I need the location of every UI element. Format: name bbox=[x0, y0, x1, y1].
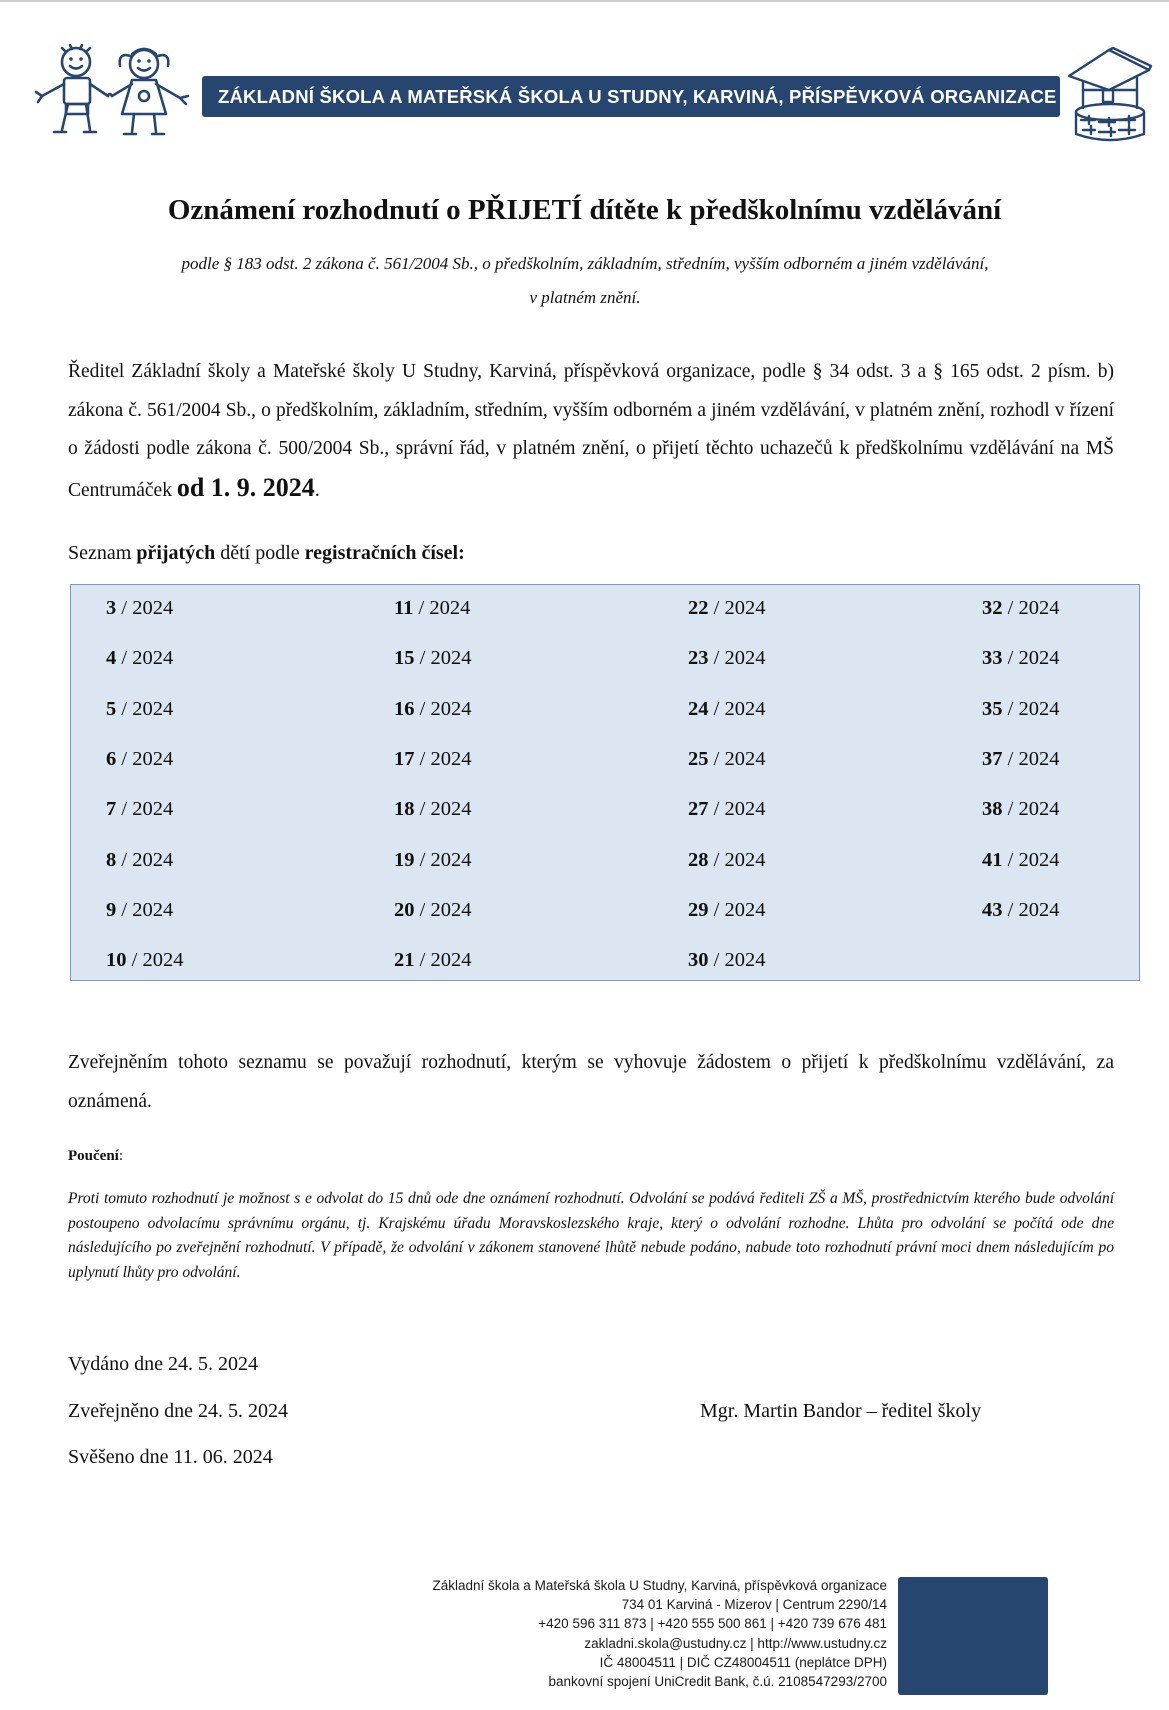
instruction-label-colon: : bbox=[118, 1148, 124, 1164]
registration-number bbox=[982, 798, 1059, 821]
registration-year: / 2024 bbox=[1002, 848, 1060, 871]
registration-number bbox=[394, 597, 470, 620]
issued-date: Vydáno dne 24. 5. 2024 bbox=[68, 1353, 258, 1375]
registration-number-value: 3 bbox=[106, 597, 117, 619]
registration-number-table bbox=[70, 584, 1140, 981]
registration-year: / 2024 bbox=[1002, 898, 1060, 921]
registration-number bbox=[688, 849, 765, 872]
start-date: od 1. 9. 2024 bbox=[176, 472, 315, 502]
list-heading-bold: přijatých bbox=[136, 542, 216, 564]
footer-contact bbox=[433, 1576, 887, 1691]
registration-number-value: 6 bbox=[106, 747, 117, 770]
registration-number-value: 11 bbox=[394, 597, 414, 619]
registration-number bbox=[982, 597, 1059, 620]
registration-year: / 2024 bbox=[1002, 747, 1060, 770]
registration-year: / 2024 bbox=[414, 949, 472, 972]
registration-number bbox=[982, 748, 1059, 771]
registration-number bbox=[394, 647, 471, 670]
registration-number-value: 38 bbox=[982, 798, 1003, 821]
footer-phones: +420 596 311 873 | +420 555 500 861 | +420 739 676 481 bbox=[538, 1616, 887, 1632]
registration-number bbox=[982, 698, 1059, 721]
registration-number bbox=[688, 647, 765, 670]
footer-ids: IČ 48004511 | DIČ CZ48004511 (neplátce DPH) bbox=[599, 1654, 887, 1670]
publication-paragraph: Zveřejněním tohoto seznamu se považují rozhodnutí, kterým se vyhovuje žádostem o přijetí k předškolnímu vzdělávání, za oznámená. bbox=[68, 1052, 1114, 1112]
decision-text: Ředitel Základní školy a Mateřské školy U Studny, Karviná, příspěvková organizace, podle § 34 odst. 3 a § 165 odst. 2 písm. b) zákona č. 561/2004 Sb., o předškolním, základním, středním, vyšším odborném a jiném vzdělávání, v platném znění, rozhodl v řízení o žádosti podle zákona č. 500/2004 Sb., správní řád, v platném znění, o přijetí těchto uchazečů k předškolnímu vzdělávání na MŠ Centrumáček bbox=[68, 361, 1114, 501]
legal-basis-line-2: v platném znění. bbox=[529, 288, 641, 307]
registration-year: / 2024 bbox=[116, 848, 174, 871]
instruction-label bbox=[68, 1148, 123, 1165]
registration-number bbox=[394, 798, 471, 821]
registration-number-value: 20 bbox=[394, 898, 415, 921]
registration-number-value: 28 bbox=[688, 848, 709, 871]
registration-number-value: 21 bbox=[394, 949, 415, 972]
registration-year: / 2024 bbox=[413, 597, 471, 619]
registration-number-value: 15 bbox=[394, 647, 415, 670]
footer-bank: bankovní spojení UniCredit Bank, č.ú. 2108547293/2700 bbox=[548, 1674, 887, 1690]
decision-paragraph bbox=[68, 353, 1114, 510]
list-heading-bold: registračních čísel: bbox=[304, 542, 465, 564]
registration-year: / 2024 bbox=[116, 597, 174, 619]
registration-number bbox=[982, 849, 1059, 872]
registration-year: / 2024 bbox=[116, 697, 174, 720]
registration-number-value: 23 bbox=[688, 647, 709, 670]
registration-number bbox=[106, 748, 173, 771]
registration-number bbox=[688, 949, 765, 972]
registration-number bbox=[688, 597, 765, 620]
registration-number-value: 17 bbox=[394, 747, 415, 770]
registration-number-value: 7 bbox=[106, 798, 117, 821]
school-name-banner: ZÁKLADNÍ ŠKOLA A MATEŘSKÁ ŠKOLA U STUDNY, KARVINÁ, PŘÍSPĚVKOVÁ ORGANIZACE bbox=[202, 76, 1060, 117]
registration-number-value: 33 bbox=[982, 647, 1003, 670]
registration-number bbox=[106, 798, 173, 821]
registration-year: / 2024 bbox=[414, 747, 472, 770]
registration-number bbox=[394, 899, 471, 922]
registration-number-value: 19 bbox=[394, 848, 415, 871]
registration-number-value: 35 bbox=[982, 697, 1003, 720]
registration-number bbox=[982, 647, 1059, 670]
registration-number-value: 9 bbox=[106, 898, 117, 921]
registration-number bbox=[106, 849, 173, 872]
published-date: Zveřejněno dne 24. 5. 2024 bbox=[68, 1400, 288, 1422]
registration-number bbox=[394, 748, 471, 771]
registration-year: / 2024 bbox=[1002, 697, 1060, 720]
registration-year: / 2024 bbox=[116, 647, 174, 670]
registration-number-value: 24 bbox=[688, 697, 709, 720]
registration-year: / 2024 bbox=[414, 898, 472, 921]
registration-number-value: 5 bbox=[106, 697, 117, 720]
registration-number bbox=[106, 647, 173, 670]
registration-number bbox=[394, 949, 471, 972]
legal-basis-line-1: podle § 183 odst. 2 zákona č. 561/2004 Sb., o předškolním, základním, středním, vyšším odborném a jiném vzdělávání, bbox=[181, 254, 989, 273]
registration-year: / 2024 bbox=[708, 597, 766, 619]
footer-school-name: Základní škola a Mateřská škola U Studny, Karviná, příspěvková organizace bbox=[432, 1578, 887, 1593]
registration-year: / 2024 bbox=[1002, 798, 1060, 821]
registration-number bbox=[688, 698, 765, 721]
registration-number-value: 8 bbox=[106, 848, 117, 871]
registration-year: / 2024 bbox=[708, 747, 766, 770]
registration-number-value: 16 bbox=[394, 697, 415, 720]
registration-year: / 2024 bbox=[708, 949, 766, 972]
registration-year: / 2024 bbox=[708, 697, 766, 720]
registration-year: / 2024 bbox=[414, 848, 472, 871]
decision-end: . bbox=[314, 479, 320, 501]
registration-number bbox=[982, 899, 1059, 922]
registration-year: / 2024 bbox=[1002, 597, 1060, 619]
registration-year: / 2024 bbox=[116, 898, 174, 921]
registration-number bbox=[688, 798, 765, 821]
removed-date: Svěšeno dne 11. 06. 2024 bbox=[68, 1446, 273, 1468]
footer-brand-box bbox=[898, 1577, 1048, 1695]
registration-number-value: 43 bbox=[982, 898, 1003, 921]
registration-year: / 2024 bbox=[414, 798, 472, 821]
registration-number bbox=[106, 949, 183, 972]
registration-year: / 2024 bbox=[708, 798, 766, 821]
registration-number bbox=[106, 899, 173, 922]
registration-year: / 2024 bbox=[708, 898, 766, 921]
footer-address: 734 01 Karviná - Mizerov | Centrum 2290/14 bbox=[621, 1597, 887, 1613]
registration-number-value: 29 bbox=[688, 898, 709, 921]
water-well-logo-icon bbox=[1063, 46, 1155, 146]
registration-number-value: 25 bbox=[688, 747, 709, 770]
list-heading-part: dětí podle bbox=[215, 542, 305, 564]
document-title: Oznámení rozhodnutí o PŘIJETÍ dítěte k předškolnímu vzdělávání bbox=[167, 194, 1002, 226]
registration-year: / 2024 bbox=[708, 848, 766, 871]
registration-year: / 2024 bbox=[1002, 647, 1060, 670]
footer-web: zakladni.skola@ustudny.cz | http://www.ustudny.cz bbox=[584, 1635, 887, 1651]
registration-number-value: 32 bbox=[982, 597, 1003, 619]
list-heading-part: Seznam bbox=[68, 542, 137, 564]
registration-number-value: 18 bbox=[394, 798, 415, 821]
two-children-logo-icon bbox=[28, 44, 200, 146]
registration-number bbox=[106, 597, 173, 620]
appeal-instructions: Proti tomuto rozhodnutí je možnost s e odvolat do 15 dnů ode dne oznámení rozhodnutí. Odvolání se podává řediteli ZŠ a MŠ, prostřednictvím kterého bude odvolání postoupeno odvolacímu správnímu orgánu, tj. Krajskému úřadu Moravskoslezského kraje, který o odvolání rozhodne. Lhůta pro odvolání se počítá ode dne následujícího po zveřejnění rozhodnutí. V případě, že odvolání v zákonem stanovené lhůtě nebude podáno, nabude toto rozhodnutí právní moci dnem následujícím po uplynutí lhůty pro odvolání. bbox=[68, 1190, 1114, 1281]
registration-year: / 2024 bbox=[414, 647, 472, 670]
registration-number-value: 27 bbox=[688, 798, 709, 821]
registration-number-value: 41 bbox=[982, 848, 1003, 871]
registration-year: / 2024 bbox=[116, 798, 174, 821]
registration-year: / 2024 bbox=[414, 697, 472, 720]
registration-number-value: 37 bbox=[982, 747, 1003, 770]
registration-year: / 2024 bbox=[116, 747, 174, 770]
registration-number bbox=[394, 849, 471, 872]
list-heading bbox=[68, 542, 465, 565]
top-border bbox=[0, 0, 1169, 2]
registration-year: / 2024 bbox=[126, 949, 184, 972]
registration-number bbox=[106, 698, 173, 721]
registration-number-value: 30 bbox=[688, 949, 709, 972]
registration-number-value: 4 bbox=[106, 647, 117, 670]
instruction-label-text: Poučení bbox=[68, 1148, 119, 1164]
registration-number-value: 10 bbox=[106, 949, 127, 972]
registration-number bbox=[688, 748, 765, 771]
registration-number bbox=[394, 698, 471, 721]
registration-year: / 2024 bbox=[708, 647, 766, 670]
signature: Mgr. Martin Bandor – ředitel školy bbox=[700, 1400, 982, 1422]
registration-number bbox=[688, 899, 765, 922]
registration-number-value: 22 bbox=[688, 597, 709, 619]
